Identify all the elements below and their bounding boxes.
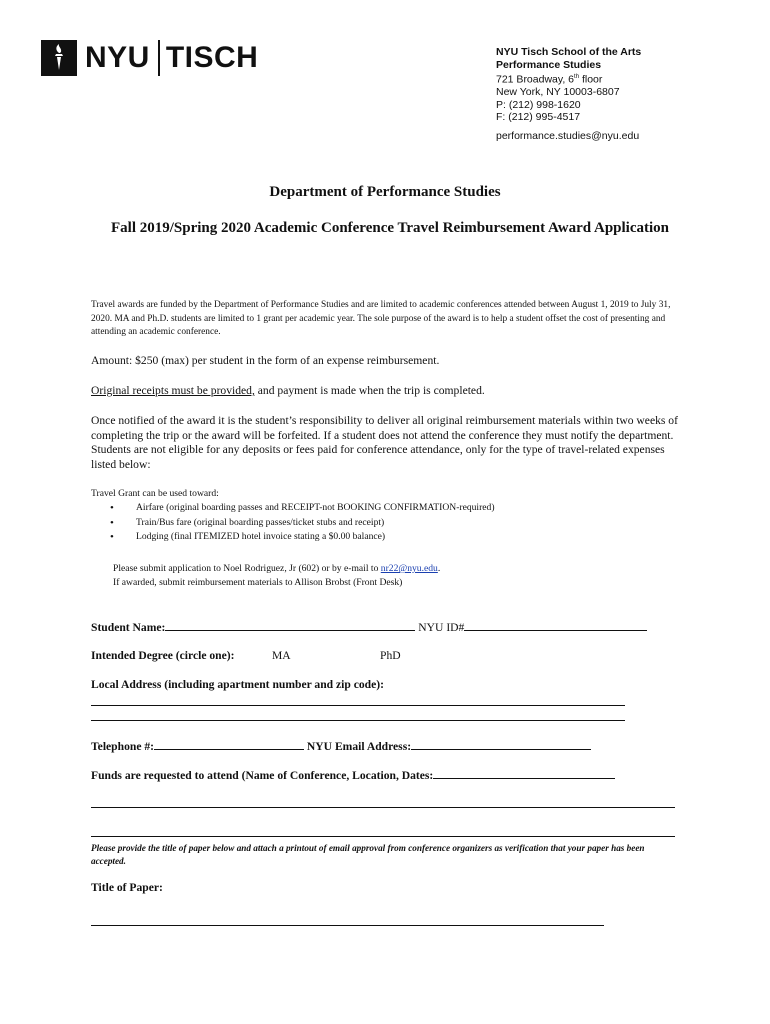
student-name-field[interactable] — [165, 619, 415, 631]
application-title: Fall 2019/Spring 2020 Academic Conference Travel Reimbursement Award Application — [110, 220, 670, 236]
title-of-paper-label: Title of Paper: — [91, 881, 163, 894]
nyu-id-label: NYU ID# — [415, 621, 465, 634]
logo-nyu-text: NYU — [85, 41, 150, 74]
funds-line-2[interactable] — [91, 807, 675, 808]
department-name: Performance Studies — [496, 58, 602, 71]
funds-field[interactable] — [433, 767, 615, 779]
list-item: • Lodging (final ITEMIZED hotel invoice stating a $0.00 balance) — [110, 530, 495, 545]
logo-tisch-text: TISCH — [165, 41, 259, 74]
amount-paragraph: Amount: $250 (max) per student in the form of an expense reimbursement. — [91, 354, 440, 367]
contact-email: performance.studies@nyu.edu — [496, 129, 640, 142]
contact-block — [496, 46, 641, 142]
student-name-row — [91, 619, 647, 635]
list-item: • Airfare (original boarding passes and RECEIPT-not BOOKING CONFIRMATION-required) — [110, 501, 495, 516]
address-label: Local Address (including apartment number and zip code): — [91, 678, 384, 691]
grant-list — [110, 501, 495, 545]
telephone-row — [91, 738, 591, 754]
street-address: 721 Broadway, 6th floor — [496, 73, 603, 86]
intro-paragraph: Travel awards are funded by the Department of Performance Studies and are limited to academic conferences attended between August 1, 2019 to July 31, 2020. MA and Ph.D. students are limited to 1 grant per academic year. The sole purpose of the award is to help a student offset the cost of presenting and attending an academic conference. — [91, 300, 671, 337]
nyu-tisch-logo — [41, 40, 258, 76]
email-label: NYU Email Address: — [304, 740, 412, 753]
fax-number: F: (212) 995-4517 — [496, 111, 581, 123]
degree-label: Intended Degree (circle one): — [91, 649, 235, 662]
torch-icon — [41, 40, 77, 76]
paper-verification-note: Please provide the title of paper below and attach a printout of email approval from conference organizers as verification that your paper has been accepted. — [91, 843, 645, 866]
department-heading: Department of Performance Studies — [269, 184, 501, 200]
school-name: NYU Tisch School of the Arts — [496, 46, 642, 58]
student-name-label: Student Name: — [91, 621, 166, 634]
logo-divider — [158, 40, 160, 76]
funds-line-3[interactable] — [91, 836, 675, 837]
funds-label: Funds are requested to attend (Name of Conference, Location, Dates: — [91, 769, 434, 782]
title-of-paper-field[interactable] — [91, 925, 604, 926]
grant-intro: Travel Grant can be used toward: — [91, 488, 219, 499]
degree-option-ma[interactable]: MA — [272, 649, 291, 662]
address-line-1[interactable] — [91, 705, 625, 706]
nyu-id-field[interactable] — [464, 619, 647, 631]
list-item: • Train/Bus fare (original boarding passes/ticket stubs and receipt) — [110, 516, 495, 531]
submit-instructions: Please submit application to Noel Rodriguez, Jr (602) or by e-mail to nr22@nyu.edu. If awarded, submit reimbursement materials to Allison Brobst (Front Desk) — [113, 563, 441, 588]
telephone-field[interactable] — [154, 738, 304, 750]
degree-option-phd[interactable]: PhD — [380, 649, 401, 662]
notification-paragraph: Once notified of the award it is the student’s responsibility to deliver all original reimbursement materials within two weeks of completing the trip or the award will be forfeited. If a student does not attend the conference they must notify the department. Students are not eligible for any deposits or fees paid for conference attendance, only for the type of travel-related expenses listed below: — [91, 414, 678, 471]
submit-email-link[interactable]: nr22@nyu.edu — [380, 563, 438, 574]
funds-row — [91, 767, 615, 783]
address-line-2[interactable] — [91, 720, 625, 721]
phone-number: P: (212) 998-1620 — [496, 98, 581, 111]
telephone-label: Telephone #: — [91, 740, 155, 753]
receipts-paragraph: Original receipts must be provided, and payment is made when the trip is completed. — [91, 384, 485, 397]
email-field[interactable] — [411, 738, 591, 750]
city-address: New York, NY 10003-6807 — [496, 86, 620, 98]
